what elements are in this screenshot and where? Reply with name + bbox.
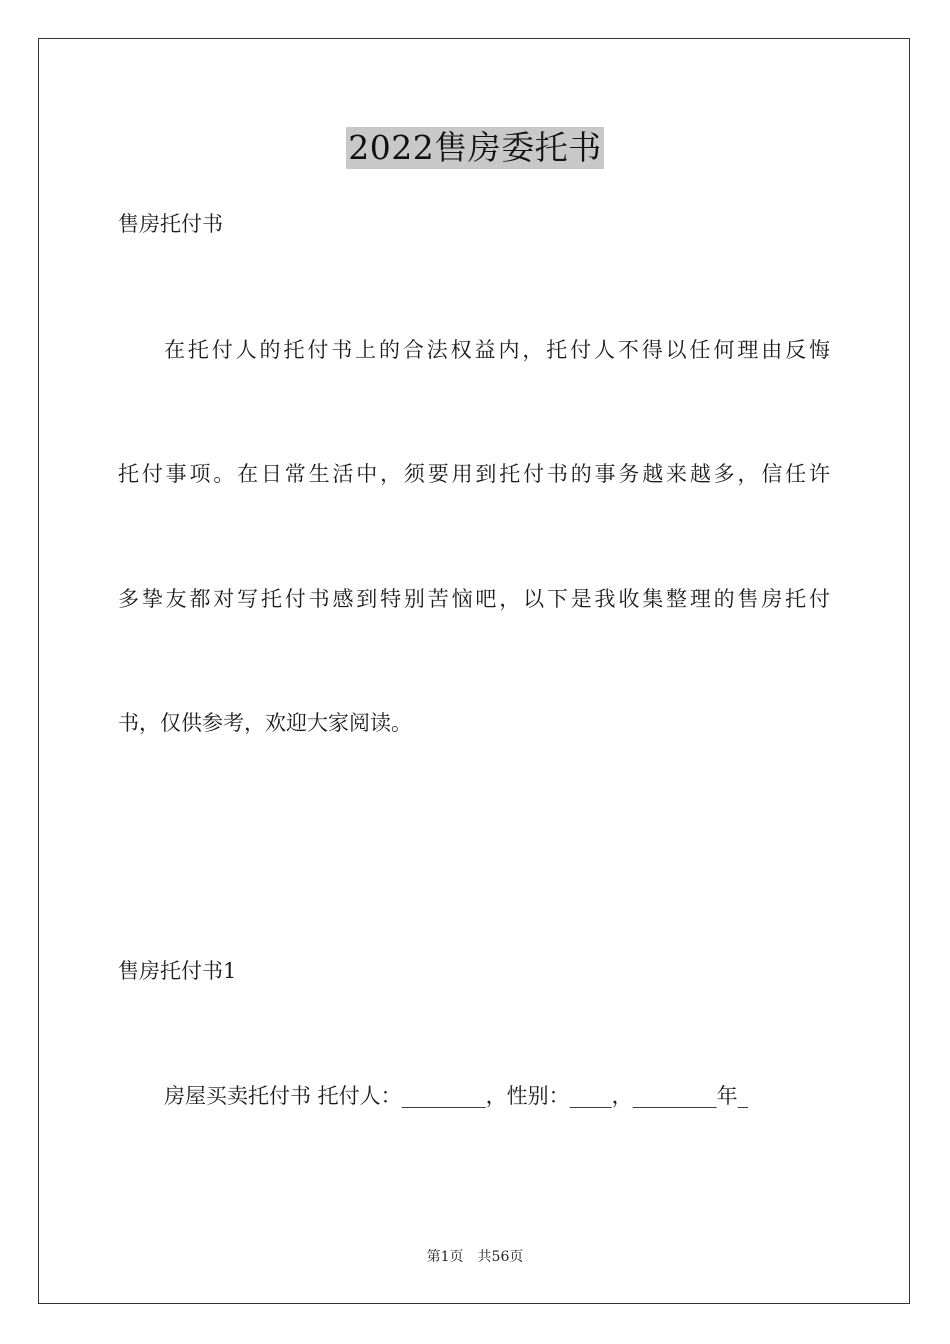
total-pages: 共56页: [477, 1249, 524, 1265]
intro-line-2: 托付事项。在日常生活中，须要用到托付书的事务越来越多，信任许: [118, 462, 830, 486]
heading: 售房托付书: [118, 212, 223, 236]
section-heading: 售房托付书1: [118, 959, 237, 983]
page-footer: [0, 1248, 950, 1266]
page-number: 第1页: [426, 1249, 464, 1265]
intro-line-4: 书，仅供参考，欢迎大家阅读。: [118, 711, 412, 735]
title-container: [0, 127, 950, 169]
intro-line-3: 多挚友都对写托付书感到特别苦恼吧，以下是我收集整理的售房托付: [118, 587, 830, 611]
intro-line-1: 在托付人的托付书上的合法权益内，托付人不得以任何理由反悔: [164, 338, 830, 362]
section-first-line: 房屋买卖托付书 托付人：________，性别：____，________年_: [164, 1084, 749, 1108]
document-title: 2022售房委托书: [348, 128, 602, 167]
